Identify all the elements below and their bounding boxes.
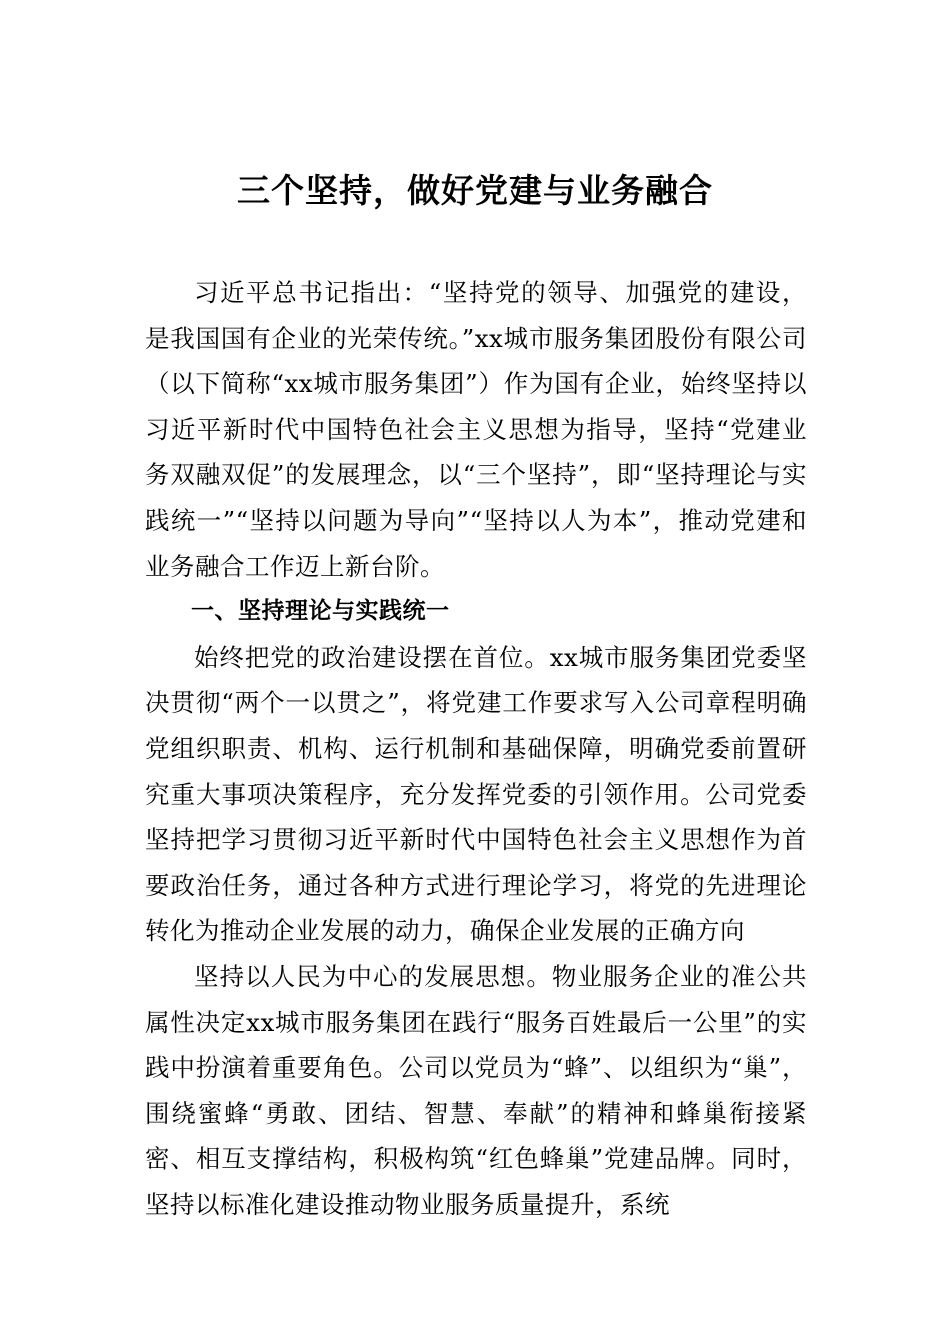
intro-paragraph: 习近平总书记指出：“坚持党的领导、加强党的建设，是我国国有企业的光荣传统。”xx城市服务集团股份有限公司（以下简称“xx城市服务集团”）作为国有企业，始终坚持以习近平新时代中国特色社会主义思想为指导，坚持“党建业务双融双促”的发展理念，以“三个坚持”，即“坚持理论与实践统一”“坚持以问题为导向”“坚持以人为本”，推动党建和业务融合工作迈上新台阶。 [145, 278, 807, 581]
document-body [145, 270, 807, 1227]
section-1-paragraph-1: 始终把党的政治建设摆在首位。xx城市服务集团党委坚决贯彻“两个一以贯之”，将党建工作要求写入公司章程明确党组织职责、机构、运行机制和基础保障，明确党委前置研究重大事项决策程序，充分发挥党委的引领作用。公司党委坚持把学习贯彻习近平新时代中国特色社会主义思想作为首要政治任务，通过各种方式进行理论学习，将党的先进理论转化为推动企业发展的动力，确保企业发展的正确方向 [145, 642, 807, 946]
document-title: 三个坚持，做好党建与业务融合 [237, 171, 713, 210]
section-heading-1: 一、坚持理论与实践统一 [191, 598, 450, 625]
section-1-paragraph-2: 坚持以人民为中心的发展思想。物业服务企业的准公共属性决定xx城市服务集团在践行“服务百姓最后一公里”的实践中扮演着重要角色。公司以党员为“蜂”、以组织为“巢”，围绕蜜蜂“勇敢、团结、智慧、奉献”的精神和蜂巢衔接紧密、相互支撑结构，积极构筑“红色蜂巢”党建品牌。同时，坚持以标准化建设推动物业服务质量提升，系统 [145, 961, 807, 1219]
